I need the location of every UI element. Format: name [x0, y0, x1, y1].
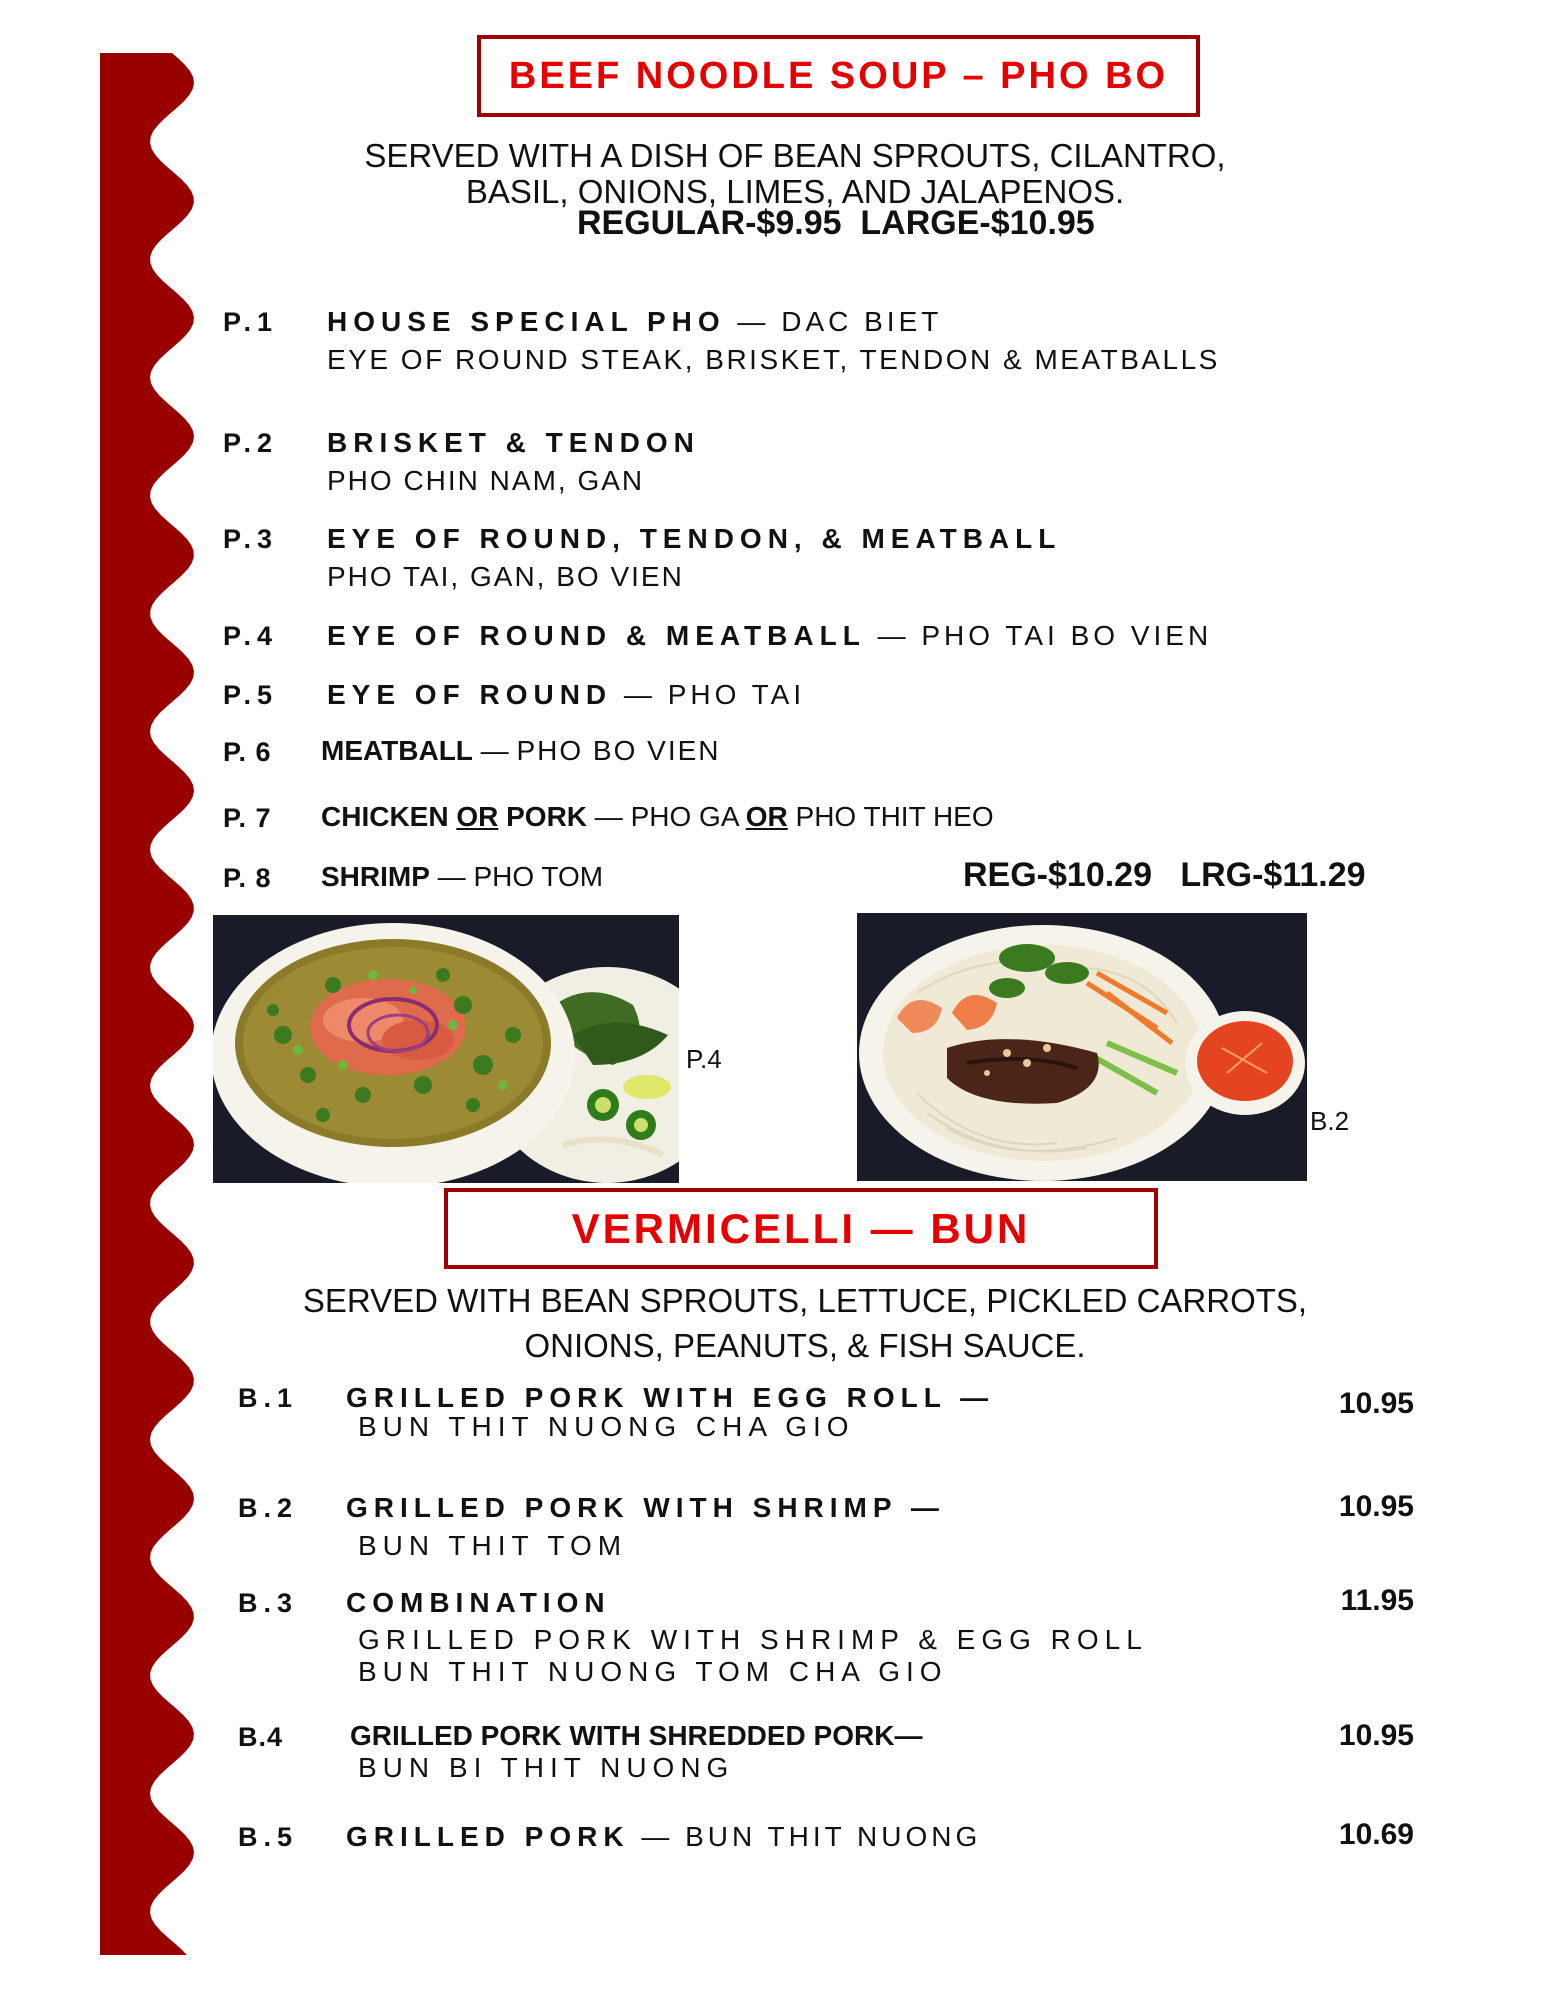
- item-vietnamese-name: DAC BIET: [781, 306, 943, 337]
- item-code-p7: P. 7: [223, 803, 272, 833]
- item-code-p2: P.2: [223, 428, 279, 458]
- pho-description-line1: SERVED WITH A DISH OF BEAN SPROUTS, CILANTRO,: [364, 137, 1226, 174]
- item-price-b2: 10.95: [1338, 1490, 1414, 1523]
- item-name-p2: BRISKET & TENDON: [327, 427, 700, 458]
- item-title: EYE OF ROUND & MEATBALL: [327, 620, 866, 651]
- item-code-p4: P.4: [223, 621, 279, 651]
- item-name-b2: GRILLED PORK WITH SHRIMP —: [346, 1492, 945, 1523]
- item-code-p3: P.3: [223, 524, 279, 554]
- item-name-b1: GRILLED PORK WITH EGG ROLL —: [346, 1382, 995, 1413]
- item-code-b2: B.2: [238, 1493, 299, 1523]
- item-name-b5: GRILLED PORK — BUN THIT NUONG: [346, 1821, 982, 1852]
- bun-section-title: VERMICELLI — BUN: [571, 1204, 1031, 1252]
- bun-photo: [857, 913, 1307, 1181]
- item-name-p8: SHRIMP — PHO TOM: [321, 861, 604, 892]
- item-title: SHRIMP: [321, 861, 430, 892]
- item-vietnamese-name: PHO TAI BO VIEN: [921, 620, 1213, 651]
- item-price-b1: 10.95: [1338, 1387, 1414, 1420]
- item-title: GRILLED PORK: [346, 1821, 630, 1852]
- item-name-b4: GRILLED PORK WITH SHREDDED PORK—: [350, 1720, 923, 1751]
- item-title: MEATBALL: [321, 735, 473, 766]
- item-name-p3: EYE OF ROUND, TENDON, & MEATBALL: [327, 523, 1062, 554]
- item-code-b1: B.1: [238, 1383, 299, 1413]
- item-code-p6: P. 6: [223, 737, 272, 767]
- item-name-p5: EYE OF ROUND — PHO TAI: [327, 679, 806, 710]
- decorative-side-stripe: [100, 53, 202, 1955]
- bun-photo-caption: B.2: [1310, 1106, 1350, 1136]
- bun-description-line1: SERVED WITH BEAN SPROUTS, LETTUCE, PICKLED CARROTS,: [302, 1282, 1308, 1319]
- item-vietnamese-name: BUN THIT NUONG: [685, 1821, 982, 1852]
- item-desc-p1: EYE OF ROUND STEAK, BRISKET, TENDON & MEATBALLS: [327, 344, 1220, 375]
- item-vietnamese-name: PHO TAI: [667, 679, 806, 710]
- item-code-p5: P.5: [223, 680, 279, 710]
- item-code-b3: B.3: [238, 1588, 299, 1618]
- pho-photo: [213, 915, 679, 1183]
- item-code-p8: P. 8: [223, 863, 272, 893]
- item-code-p1: P.1: [223, 307, 279, 337]
- pho-description-line2: BASIL, ONIONS, LIMES, AND JALAPENOS.: [465, 173, 1125, 210]
- item-price-b5: 10.69: [1338, 1818, 1414, 1851]
- item-name-b3: COMBINATION: [346, 1587, 611, 1618]
- bun-description: [300, 1278, 1310, 1368]
- item-name-p6: MEATBALL — PHO BO VIEN: [321, 735, 721, 766]
- item-desc-b2: BUN THIT TOM: [358, 1530, 628, 1561]
- item-title: EYE OF ROUND: [327, 679, 613, 710]
- item-price-b4: 10.95: [1338, 1719, 1414, 1752]
- item-desc-b3-line1: GRILLED PORK WITH SHRIMP & EGG ROLL: [358, 1624, 1148, 1655]
- item-code-b5: B.5: [238, 1822, 299, 1852]
- item-vietnamese-name: PHO TOM: [473, 861, 604, 892]
- item-desc-b3-line2: BUN THIT NUONG TOM CHA GIO: [358, 1656, 948, 1687]
- item-name-p1: HOUSE SPECIAL PHO — DAC BIET: [327, 306, 943, 337]
- pho-description: [330, 138, 1260, 210]
- special-price: REG-$10.29 LRG-$11.29: [963, 856, 1366, 894]
- item-desc-b4: BUN BI THIT NUONG: [358, 1752, 735, 1783]
- item-desc-p3: PHO TAI, GAN, BO VIEN: [327, 561, 684, 592]
- item-name-p7: CHICKEN OR PORK — PHO GA OR PHO THIT HEO: [321, 801, 994, 832]
- pho-price-line: REGULAR-$9.95 LARGE-$10.95: [577, 204, 1095, 242]
- item-code-b4: B.4: [238, 1722, 284, 1752]
- pho-section-title: BEEF NOODLE SOUP – PHO BO: [508, 54, 1169, 97]
- item-price-b3: 11.95: [1340, 1584, 1414, 1617]
- pho-photo-caption: P.4: [686, 1044, 722, 1074]
- item-vietnamese-name: PHO BO VIEN: [516, 735, 721, 766]
- item-title: HOUSE SPECIAL PHO: [327, 306, 726, 337]
- bun-section-title-box: [444, 1188, 1158, 1269]
- item-name-p4: EYE OF ROUND & MEATBALL — PHO TAI BO VIEN: [327, 620, 1213, 651]
- pho-section-title-box: [477, 35, 1200, 117]
- bun-description-line2: ONIONS, PEANUTS, & FISH SAUCE.: [524, 1327, 1086, 1364]
- item-desc-p2: PHO CHIN NAM, GAN: [327, 465, 645, 496]
- item-desc-b1: BUN THIT NUONG CHA GIO: [358, 1411, 855, 1442]
